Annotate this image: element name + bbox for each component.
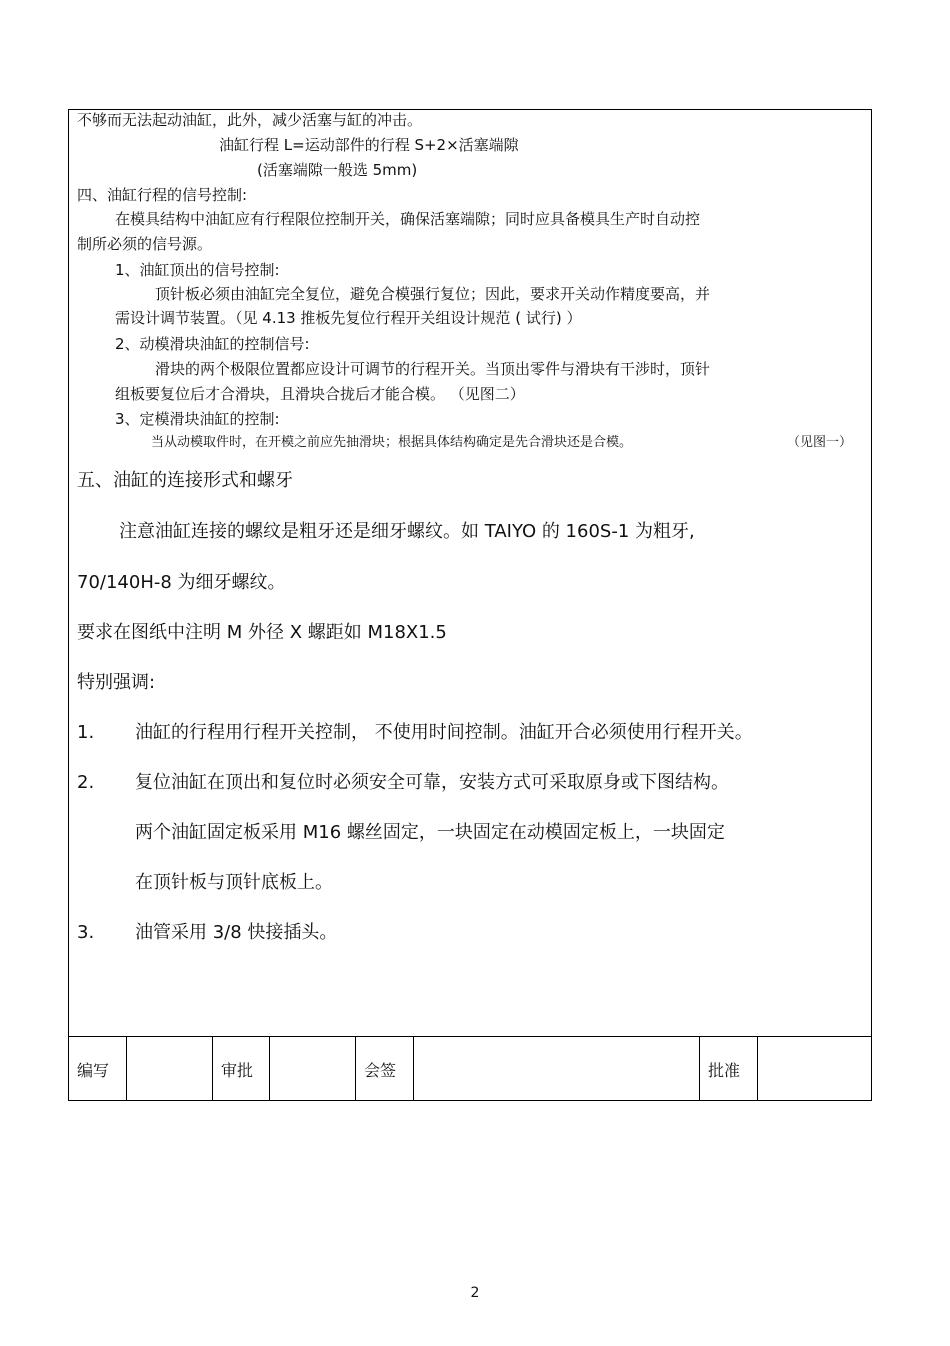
paragraph-line: 70/140H-8 为细牙螺纹。 [77,572,286,593]
subheading: 1、油缸顶出的信号控制: [115,261,280,279]
text-line: 制所必须的信号源。 [77,235,213,253]
page-number: 2 [470,1285,480,1301]
approve-label: 批准 [700,1037,758,1101]
list-number: 3. [77,922,95,943]
text-line: 滑块的两个极限位置都应设计可调节的行程开关。当顶出零件与滑块有干涉时，顶针 [155,360,711,378]
text-line: (活塞端隙一般选 5mm) [257,161,418,179]
text-line: 不够而无法起动油缸，此外，减少活塞与缸的冲击。 [77,111,423,129]
section-heading: 四、油缸行程的信号控制: [77,186,248,204]
list-number: 1. [77,722,95,743]
approve-field[interactable] [758,1037,871,1101]
text-line: 组板要复位后才合滑块，且滑块合拢后才能合模。 （见图二） [115,385,525,403]
text-line: 油缸行程 L=运动部件的行程 S+2×活塞端隙 [219,136,519,154]
document-frame [68,109,872,1101]
paragraph-line: 特别强调: [77,672,156,693]
figure-reference: （见图一） [787,435,853,450]
text-line: 当从动模取件时，在开模之前应先抽滑块；根据具体结构确定是先合滑块还是合模。 [151,435,633,450]
paragraph-line: 注意油缸连接的螺纹是粗牙还是细牙螺纹。如 TAIYO 的 160S-1 为粗牙, [119,521,695,542]
write-label: 编写 [69,1037,127,1101]
paragraph-line: 要求在图纸中注明 M 外径 X 螺距如 M18X1.5 [77,622,447,643]
signature-row [69,1036,871,1101]
list-item: 油管采用 3/8 快接插头。 [135,922,338,943]
write-field[interactable] [127,1037,213,1101]
text-line: 在模具结构中油缸应有行程限位控制开关，确保活塞端隙；同时应具备模具生产时自动控 [115,210,701,228]
list-number: 2. [77,772,95,793]
list-item: 油缸的行程用行程开关控制， 不使用时间控制。油缸开合必须使用行程开关。 [135,722,753,743]
section-heading: 五、油缸的连接形式和螺牙 [77,470,293,491]
subheading: 3、定模滑块油缸的控制: [115,410,280,428]
countersign-label: 会签 [356,1037,414,1101]
review-field[interactable] [270,1037,356,1101]
list-item-continuation: 两个油缸固定板采用 M16 螺丝固定，一块固定在动模固定板上，一块固定 [135,822,725,843]
list-item: 复位油缸在顶出和复位时必须安全可靠，安装方式可采取原身或下图结构。 [135,772,729,793]
review-label: 审批 [213,1037,270,1101]
text-line: 需设计调节装置。（见 4.13 推板先复位行程开关组设计规范 ( 试行) ） [115,309,582,327]
text-line: 顶针板必须由油缸完全复位，避免合模强行复位；因此，要求开关动作精度要高，并 [155,285,711,303]
countersign-field[interactable] [414,1037,700,1101]
subheading: 2、动模滑块油缸的控制信号: [115,335,310,353]
list-item-continuation: 在顶针板与顶针底板上。 [135,872,333,893]
